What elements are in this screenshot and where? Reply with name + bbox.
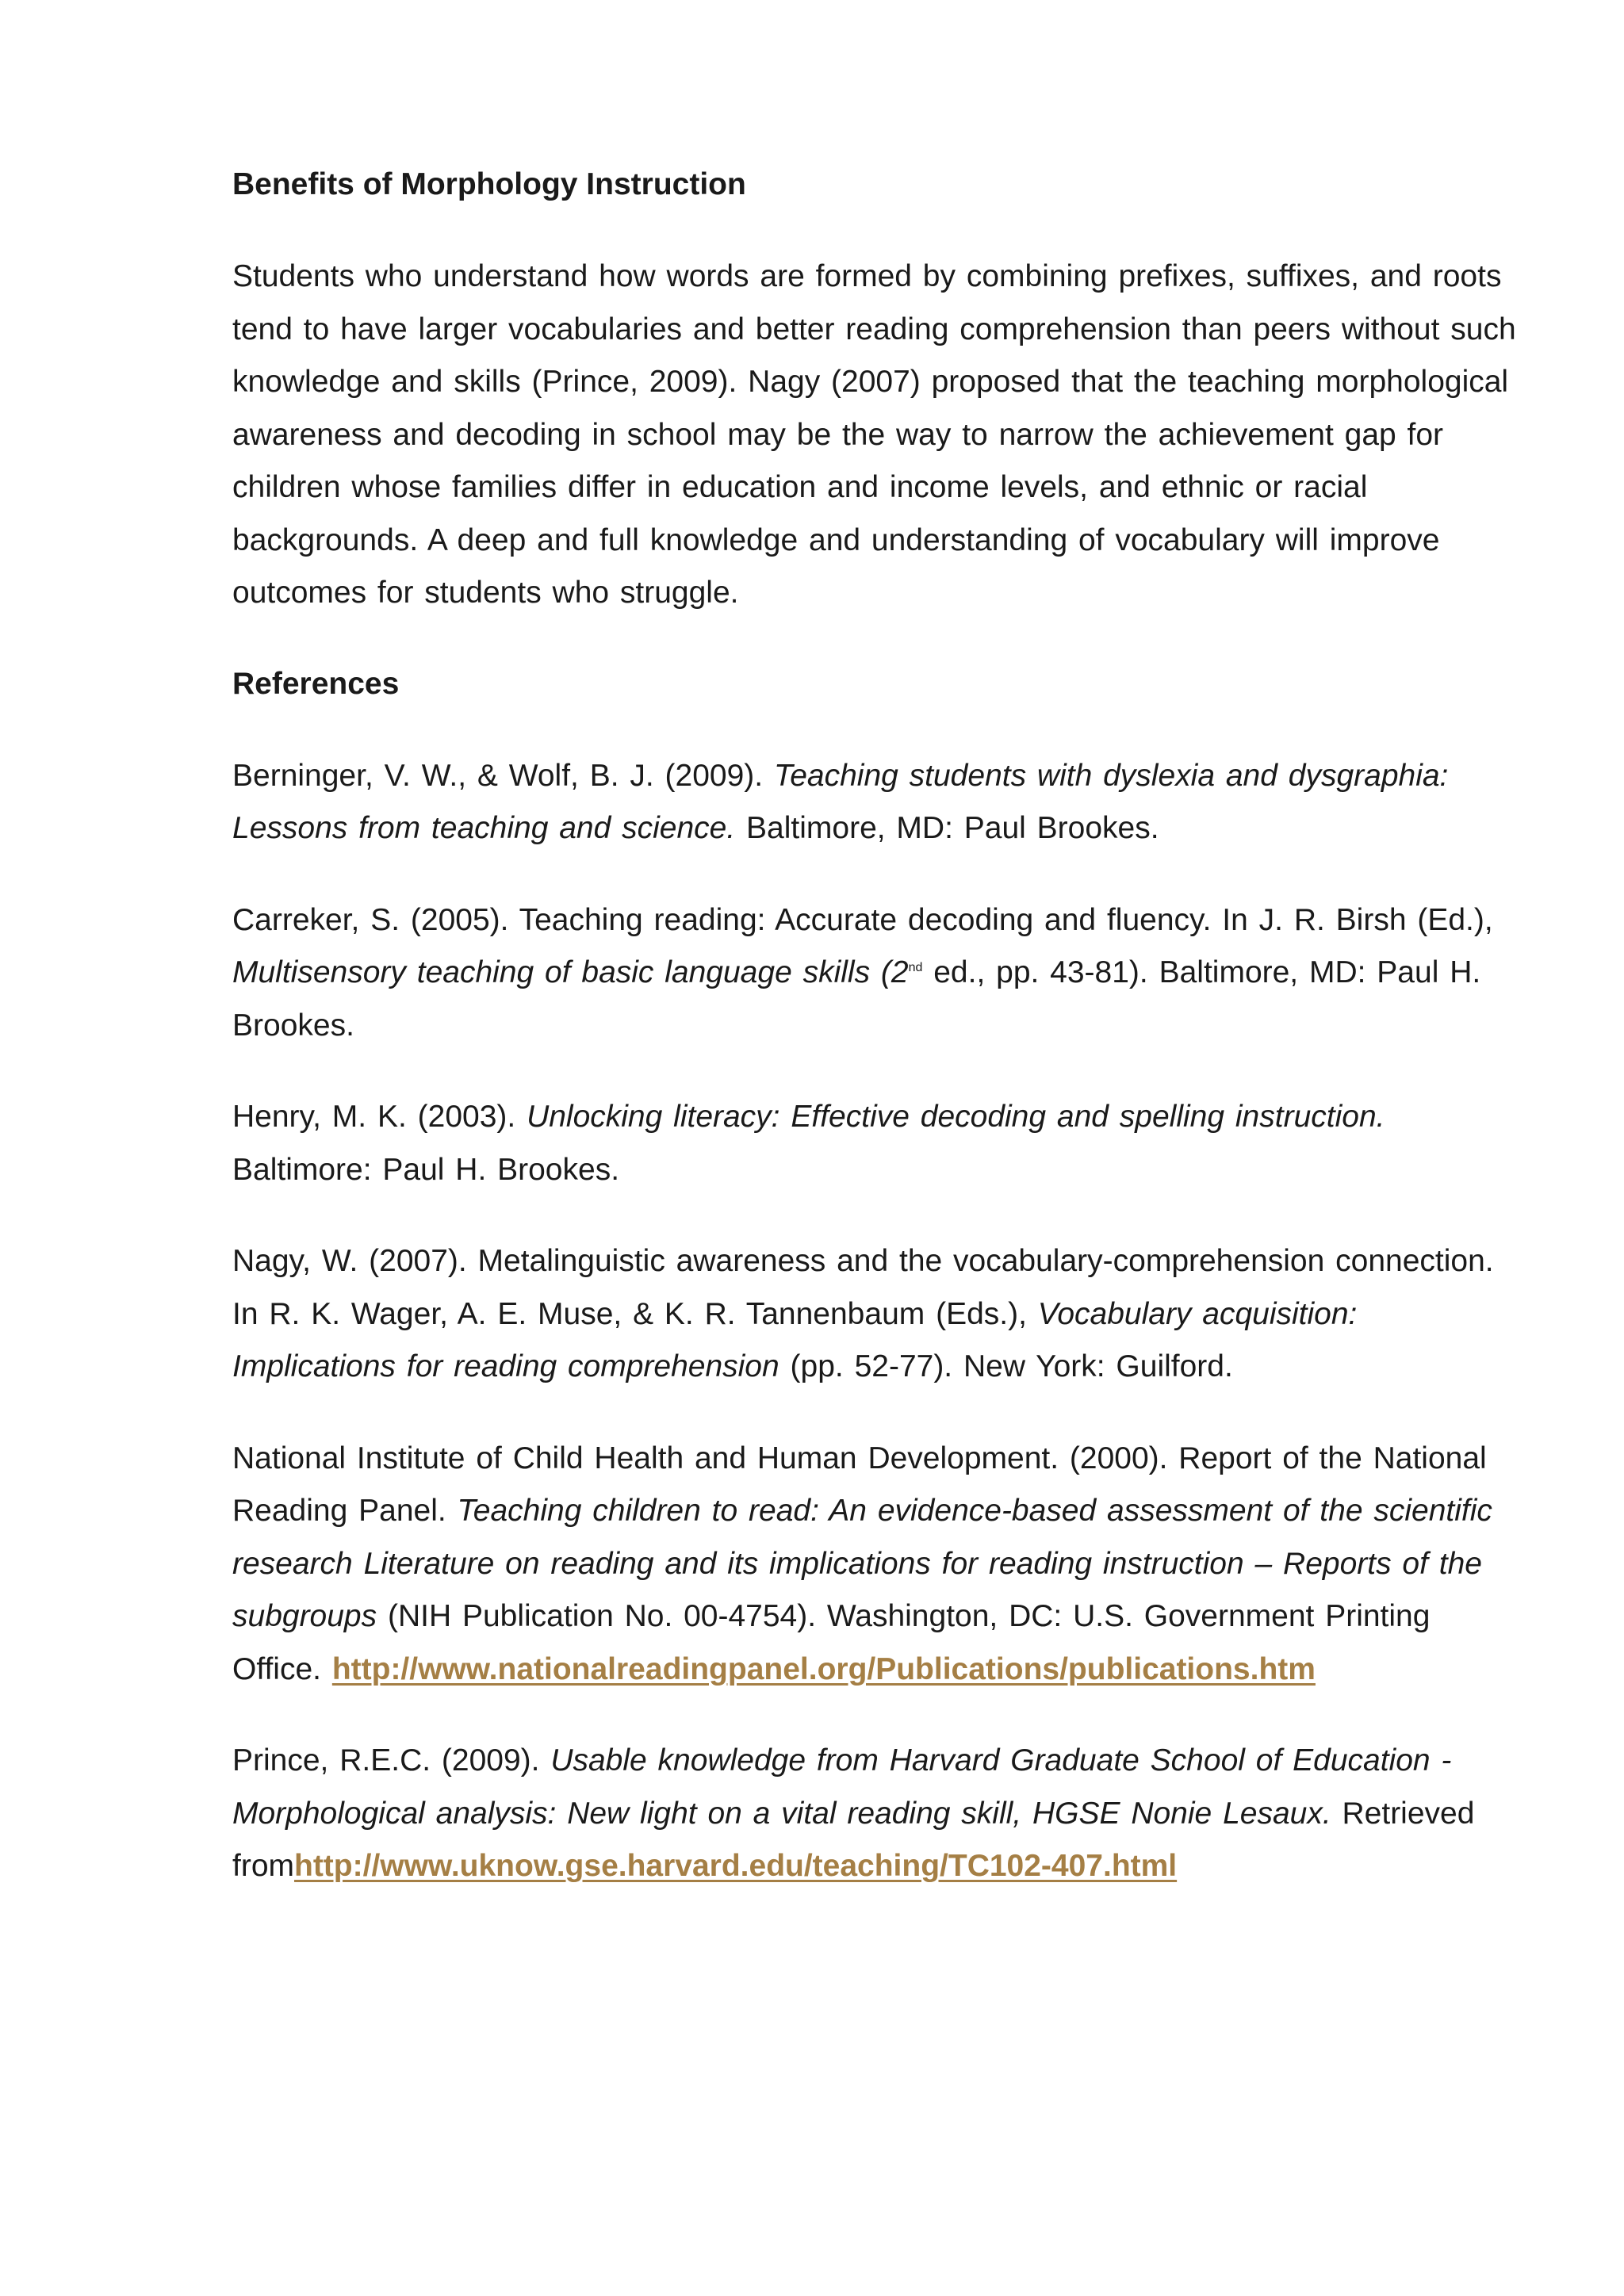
reference-publisher: ed., pp. 43-81). Baltimore, MD: Paul H. Brookes. [232,955,1481,1043]
reference-author-date: Prince, R.E.C. (2009). [232,1743,551,1777]
reference-superscript: nd [908,961,923,974]
reference-author-date: National Institute of Child Health and Human Development. (2000). Report of the National Reading Panel. [232,1441,1487,1528]
reference-entry-prince [232,1735,1517,1893]
reference-title: Usable knowledge from Harvard Graduate School of Education - Morphological analysis: New light on a vital reading skill, HGSE Nonie Lesaux. [232,1743,1452,1831]
reference-publisher: (NIH Publication No. 00-4754). Washington, DC: U.S. Government Printing Office. [232,1599,1431,1686]
references-heading: References [232,666,400,701]
reference-title: Teaching students with dyslexia and dysgraphia: Lessons from teaching and science. [232,758,1449,845]
reference-title: Multisensory teaching of basic language skills (2 [232,955,909,989]
section-heading: Benefits of Morphology Instruction [232,167,746,201]
reference-author-date: Nagy, W. (2007). Metalinguistic awareness and the vocabulary-comprehension connection. In R. K. Wager, A. E. Muse, & K. R. Tannenbaum (Eds.), [232,1244,1494,1331]
reference-title: Teaching children to read: An evidence-based assessment of the scientific research Literature on reading and its implications for reading instruction – Reports of the subgroups [232,1494,1492,1633]
document-page [232,159,1517,1932]
reference-title: Vocabulary acquisition: Implications for reading comprehension [232,1296,1358,1383]
reference-author-date: Berninger, V. W., & Wolf, B. J. (2009). [232,758,774,793]
reference-retrieved: Retrieved from [232,1796,1475,1883]
reference-entry-henry [232,1091,1517,1196]
reference-entry-berninger [232,750,1517,855]
reference-author-date: Carreker, S. (2005). Teaching reading: Accurate decoding and fluency. In J. R. Birsh (Ed.), [232,902,1493,937]
reference-link[interactable]: http://www.nationalreadingpanel.org/Publications/publications.htm [331,1651,1316,1686]
reference-title: Unlocking literacy: Effective decoding and spelling instruction. [527,1100,1385,1134]
reference-link[interactable]: http://www.uknow.gse.harvard.edu/teaching/TC102-407.html [294,1849,1178,1883]
reference-publisher: Baltimore, MD: Paul Brookes. [735,811,1159,845]
reference-entry-carreker [232,894,1517,1053]
body-paragraph: Students who understand how words are formed by combining prefixes, suffixes, and roots tend to have larger vocabularies and better reading comprehension than peers without such knowledge and skills (Prince, 2009). Nagy (2007) proposed that the teaching morphological awareness and decoding in school may be the way to narrow the achievement gap for children whose families differ in education and income levels, and ethnic or racial backgrounds. A deep and full knowledge and understanding of vocabulary will improve outcomes for students who struggle. [232,259,1516,610]
reference-publisher: Baltimore: Paul H. Brookes. [232,1152,620,1187]
reference-author-date: Henry, M. K. (2003). [232,1100,527,1134]
reference-entry-nagy [232,1235,1517,1394]
reference-publisher: (pp. 52-77). New York: Guilford. [779,1349,1233,1383]
reference-entry-nichd [232,1433,1517,1697]
